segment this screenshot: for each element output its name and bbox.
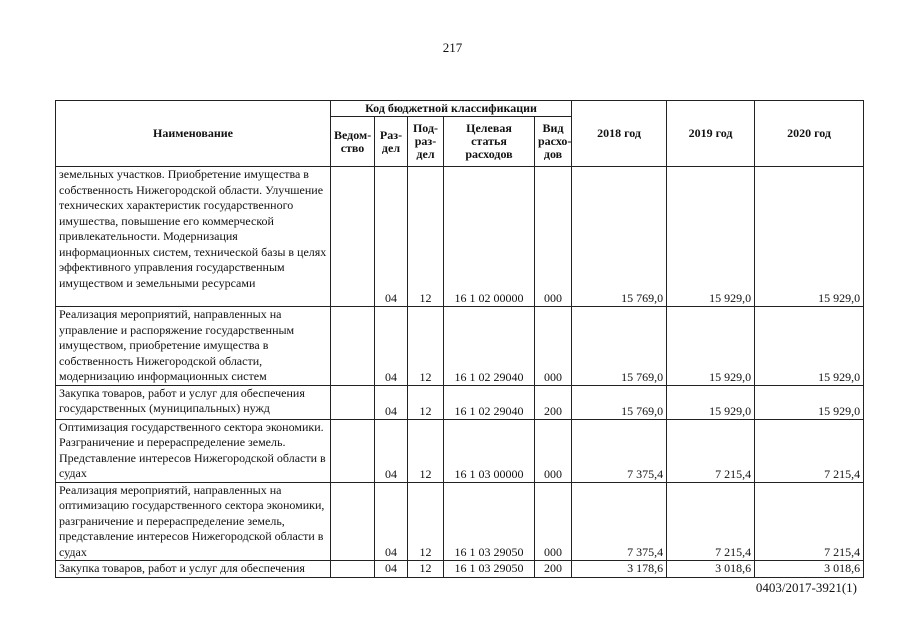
row-amount-2019: 15 929,0 — [667, 307, 755, 386]
table-row — [56, 167, 864, 307]
row-amount-2020: 7 215,4 — [755, 482, 864, 561]
row-target-article: 16 1 02 29040 — [444, 385, 535, 419]
row-razdel: 04 — [375, 385, 408, 419]
row-vedomstvo — [331, 482, 375, 561]
row-expense-type: 000 — [535, 419, 572, 482]
table-row — [56, 482, 864, 561]
row-razdel: 04 — [375, 561, 408, 578]
table-row — [56, 307, 864, 386]
row-vedomstvo — [331, 419, 375, 482]
row-target-article: 16 1 02 00000 — [444, 167, 535, 307]
header-name: Наименование — [56, 101, 331, 167]
row-vedomstvo — [331, 307, 375, 386]
header-target-article: Целевая статья расходов — [444, 117, 535, 167]
row-name: Закупка товаров, работ и услуг для обеспечения — [56, 561, 331, 578]
row-name: Реализация мероприятий, направленных на управление и распоряжение государственным имуществом, приобретение имущества в собственность Нижегородской области, модернизацию информационных систем — [56, 307, 331, 386]
row-razdel: 04 — [375, 167, 408, 307]
table-row — [56, 561, 864, 578]
table-row — [56, 419, 864, 482]
row-expense-type: 200 — [535, 385, 572, 419]
row-expense-type: 000 — [535, 307, 572, 386]
header-expense-type: Вид расхо-дов — [535, 117, 572, 167]
row-target-article: 16 1 03 00000 — [444, 419, 535, 482]
row-target-article: 16 1 03 29050 — [444, 482, 535, 561]
row-razdel: 04 — [375, 307, 408, 386]
row-podrazdel: 12 — [408, 419, 444, 482]
row-amount-2018: 3 178,6 — [572, 561, 667, 578]
header-2020: 2020 год — [755, 101, 864, 167]
row-amount-2019: 15 929,0 — [667, 385, 755, 419]
row-target-article: 16 1 03 29050 — [444, 561, 535, 578]
row-vedomstvo — [331, 561, 375, 578]
row-amount-2019: 3 018,6 — [667, 561, 755, 578]
row-amount-2018: 15 769,0 — [572, 385, 667, 419]
row-target-article: 16 1 02 29040 — [444, 307, 535, 386]
row-expense-type: 000 — [535, 482, 572, 561]
row-amount-2020: 15 929,0 — [755, 307, 864, 386]
header-vedomstvo: Ведом-ство — [331, 117, 375, 167]
row-name: Оптимизация государственного сектора экономики. Разграничение и перераспределение земель. Представление интересов Нижегородской области в судах — [56, 419, 331, 482]
row-razdel: 04 — [375, 482, 408, 561]
row-podrazdel: 12 — [408, 482, 444, 561]
row-amount-2019: 7 215,4 — [667, 482, 755, 561]
row-name: Реализация мероприятий, направленных на оптимизацию государственного сектора экономики, разграничение и перераспределение земель, представление интересов Нижегородской области в судах — [56, 482, 331, 561]
budget-table — [55, 100, 864, 578]
row-vedomstvo — [331, 167, 375, 307]
row-amount-2020: 15 929,0 — [755, 385, 864, 419]
header-2019: 2019 год — [667, 101, 755, 167]
row-amount-2020: 3 018,6 — [755, 561, 864, 578]
row-amount-2019: 15 929,0 — [667, 167, 755, 307]
row-amount-2018: 7 375,4 — [572, 482, 667, 561]
row-podrazdel: 12 — [408, 385, 444, 419]
row-podrazdel: 12 — [408, 561, 444, 578]
header-podrazdel: Под-раз-дел — [408, 117, 444, 167]
row-name: земельных участков. Приобретение имущества в собственность Нижегородской области. Улучшение технических характеристик государственного имушества, повышение его коммерческой привлекательности. Модернизация информационных систем, технической базы в целях эффективного управления государственным имуществом и земельными ресурсами — [56, 167, 331, 307]
row-amount-2018: 7 375,4 — [572, 419, 667, 482]
header-2018: 2018 год — [572, 101, 667, 167]
row-podrazdel: 12 — [408, 307, 444, 386]
row-amount-2018: 15 769,0 — [572, 167, 667, 307]
header-razdel: Раз-дел — [375, 117, 408, 167]
row-razdel: 04 — [375, 419, 408, 482]
row-name: Закупка товаров, работ и услуг для обеспечения государственных (муниципальных) нужд — [56, 385, 331, 419]
row-podrazdel: 12 — [408, 167, 444, 307]
row-amount-2019: 7 215,4 — [667, 419, 755, 482]
header-classification-group: Код бюджетной классификации — [331, 101, 572, 117]
row-amount-2020: 15 929,0 — [755, 167, 864, 307]
row-amount-2018: 15 769,0 — [572, 307, 667, 386]
row-amount-2020: 7 215,4 — [755, 419, 864, 482]
row-expense-type: 200 — [535, 561, 572, 578]
row-vedomstvo — [331, 385, 375, 419]
row-expense-type: 000 — [535, 167, 572, 307]
table-row — [56, 385, 864, 419]
page-number: 217 — [442, 40, 463, 55]
document-code: 0403/2017-3921(1) — [755, 580, 857, 595]
